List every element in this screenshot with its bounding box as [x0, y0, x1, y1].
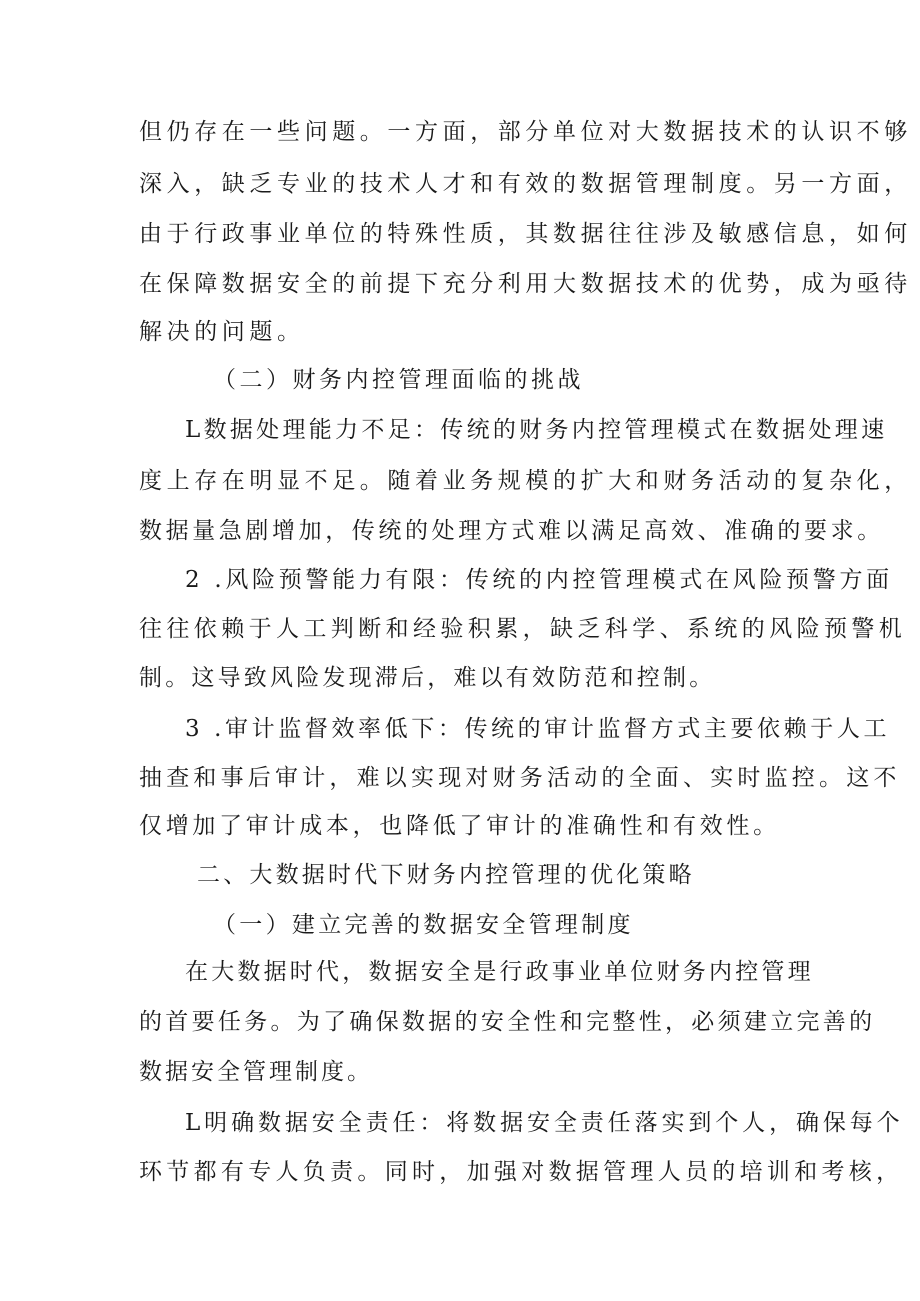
paragraph-line: L数据处理能力不足：传统的财务内控管理模式在数据处理速	[185, 417, 888, 443]
paragraph-line: 抽查和事后审计，难以实现对财务活动的全面、实时监控。这不	[139, 765, 901, 791]
paragraph-line: 仅增加了审计成本，也降低了审计的准确性和有效性。	[139, 813, 780, 839]
paragraph-line: 3 .审计监督效率低下：传统的审计监督方式主要依赖于人工	[185, 716, 891, 742]
subsection-heading: （一）建立完善的数据安全管理制度	[213, 912, 634, 938]
paragraph-line: 数据安全管理制度。	[139, 1059, 373, 1085]
paragraph-line: 解决的问题。	[139, 319, 305, 345]
paragraph-line: 由于行政事业单位的特殊性质，其数据往往涉及敏感信息，如何	[139, 221, 912, 247]
paragraph-line: 2 .风险预警能力有限：传统的内控管理模式在风险预警方面	[185, 567, 893, 593]
paragraph-line: 在保障数据安全的前提下充分利用大数据技术的优势，成为亟待	[139, 271, 912, 297]
paragraph-line: 但仍存在一些问题。一方面，部分单位对大数据技术的认识不够	[139, 119, 912, 145]
section-heading: 二、大数据时代下财务内控管理的优化策略	[197, 862, 695, 888]
paragraph-line: 深入，缺乏专业的技术人才和有效的数据管理制度。另一方面，	[139, 171, 912, 197]
paragraph-line: L明确数据安全责任：将数据安全责任落实到个人，确保每个	[185, 1110, 904, 1136]
paragraph-line: 往往依赖于人工判断和经验积累，缺乏科学、系统的风险预警机	[139, 616, 907, 642]
paragraph-line: 在大数据时代，数据安全是行政事业单位财务内控管理	[185, 959, 814, 985]
paragraph-line: 制。这导致风险发现滞后，难以有效防范和控制。	[139, 665, 716, 691]
section-heading: （二）财务内控管理面临的挑战	[213, 367, 584, 393]
paragraph-line: 数据量急剧增加，传统的处理方式难以满足高效、准确的要求。	[139, 518, 884, 544]
paragraph-line: 环节都有专人负责。同时，加强对数据管理人员的培训和考核，	[139, 1159, 904, 1185]
paragraph-line: 的首要任务。为了确保数据的安全性和完整性，必须建立完善的	[139, 1009, 876, 1035]
paragraph-line: 度上存在明显不足。随着业务规模的扩大和财务活动的复杂化，	[139, 468, 912, 494]
